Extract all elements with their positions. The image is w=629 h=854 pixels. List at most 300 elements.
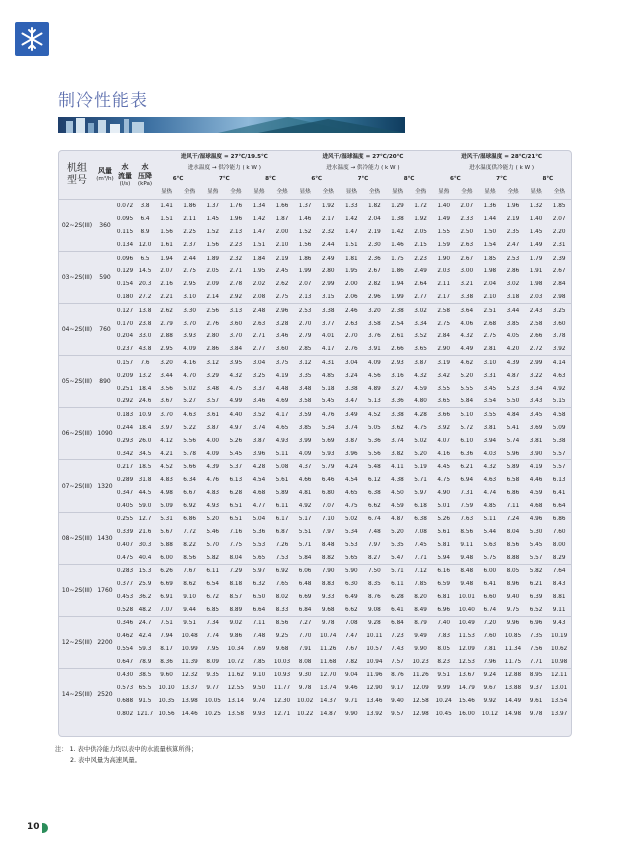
table-cell: 6.00 (160, 554, 173, 561)
table-cell: 9.93 (252, 710, 266, 717)
table-cell: 3.95 (229, 359, 243, 366)
table-cell: 8.18 (229, 580, 243, 587)
table-cell: 8.56 (460, 528, 474, 535)
header-temp: 7℃ (218, 176, 230, 182)
table-cell: 2.71 (252, 333, 266, 340)
table-cell: 11.26 (412, 672, 429, 679)
table-cell: 2.46 (344, 307, 358, 314)
table-cell: 5.02 (414, 437, 427, 444)
table-cell: 3.55 (437, 385, 450, 392)
table-cell: 4.39 (506, 359, 520, 366)
snowflake-icon (19, 26, 45, 52)
table-cell: 1.96 (506, 203, 520, 210)
table-cell: 3.43 (529, 398, 543, 405)
table-cell: 2.32 (321, 229, 335, 236)
table-cell: 3.81 (483, 424, 497, 431)
table-cell: 6.41 (552, 489, 566, 496)
table-cell: 0.183 (116, 411, 134, 418)
table-cell: 20.3 (138, 281, 152, 288)
table-cell: 2.81 (483, 346, 497, 353)
table-cell: 3.34 (529, 385, 543, 392)
table-cell: 9.30 (298, 672, 312, 679)
table-cell: 0.453 (116, 593, 134, 600)
table-cell: 7.71 (414, 554, 427, 561)
table-cell: 12.90 (366, 685, 383, 692)
table-cell: 6.91 (160, 593, 173, 600)
table-cell: 4.09 (298, 450, 312, 457)
table-cell: 2.84 (437, 333, 450, 340)
table-cell: 91.5 (138, 698, 152, 705)
table-cell: 9.96 (506, 620, 520, 627)
table-cell: 13.67 (458, 672, 475, 679)
table-cell: 7.94 (160, 633, 173, 640)
table-cell: 10.56 (158, 710, 175, 717)
table-cell: 5.36 (368, 437, 381, 444)
table-cell: 4.75 (414, 424, 427, 431)
table-cell: 1.91 (529, 268, 543, 275)
model-group (59, 616, 571, 668)
header-sub-1: 进水温度 → 供冷能力 ( k W ) (187, 165, 261, 171)
table-cell: 4.68 (252, 489, 266, 496)
table-cell: 2.23 (229, 242, 243, 249)
table-cell: 2.48 (252, 307, 266, 314)
table-cell: 5.15 (552, 398, 566, 405)
table-row (115, 356, 571, 369)
table-cell: 9.40 (506, 593, 520, 600)
table-cell: 8.22 (183, 541, 196, 548)
table-cell: 3.78 (552, 333, 566, 340)
table-cell: 6.17 (275, 516, 289, 522)
table-cell: 26.0 (138, 437, 152, 444)
table-cell: 8.9 (140, 229, 150, 236)
table-cell: 13.8 (138, 307, 152, 314)
table-cell: 2.53 (506, 255, 520, 262)
airflow-value: 590 (99, 274, 111, 282)
table-row (115, 565, 571, 578)
table-cell: 4.39 (206, 463, 220, 470)
table-cell: 3.85 (298, 424, 312, 431)
header-banner-image (58, 117, 405, 133)
table-cell: 3.8 (140, 203, 150, 210)
table-cell: 4.11 (391, 463, 404, 470)
table-cell: 6.60 (483, 593, 497, 600)
table-cell: 4.21 (160, 450, 173, 457)
header-pressure-drop: 水 压降 (kPa) (137, 162, 153, 187)
table-row (115, 460, 571, 473)
table-cell: 9.51 (437, 672, 450, 679)
table-cell: 5.35 (391, 541, 404, 548)
table-cell: 16.00 (458, 710, 475, 717)
table-cell: 7.11 (252, 620, 266, 627)
table-cell: 2.63 (344, 320, 358, 327)
table-cell: 1.95 (344, 268, 358, 275)
table-row (115, 447, 571, 460)
table-cell: 3.69 (529, 424, 543, 431)
table-cell: 3.44 (160, 372, 173, 379)
table-cell: 2.45 (275, 268, 289, 275)
table-cell: 1.45 (529, 229, 543, 236)
table-cell: 2.10 (483, 294, 497, 301)
table-cell: 1.96 (229, 216, 243, 223)
table-cell: 2.25 (183, 229, 196, 236)
table-cell: 2.99 (529, 359, 543, 366)
table-cell: 3.96 (252, 450, 266, 457)
table-row (115, 343, 571, 356)
header-sensible: 显热 (345, 188, 357, 195)
table-cell: 3.64 (460, 307, 474, 314)
table-cell: 2.05 (206, 268, 220, 275)
header-water-flow: 水 流量 (l/s) (118, 162, 132, 187)
table-row (115, 291, 571, 304)
table-cell: 0.528 (116, 606, 134, 613)
table-cell: 10.99 (181, 645, 198, 652)
table-cell: 1.81 (344, 255, 358, 262)
table-cell: 1.95 (252, 268, 266, 275)
table-cell: 5.53 (344, 541, 358, 548)
table-cell: 5.48 (368, 463, 381, 470)
table-cell: 9.10 (252, 672, 266, 679)
table-cell: 2.58 (529, 320, 543, 327)
table-cell: 5.69 (321, 437, 335, 444)
table-cell: 0.217 (116, 463, 134, 470)
table-row (115, 434, 571, 447)
table-cell: 9.49 (414, 633, 427, 640)
table-cell: 1.47 (344, 229, 358, 236)
table-row (115, 369, 571, 382)
table-cell: 11.34 (504, 645, 522, 652)
table-cell: 4.09 (206, 450, 220, 457)
table-cell: 13.2 (138, 372, 152, 379)
table-cell: 6.11 (206, 568, 220, 575)
table-cell: 5.53 (252, 541, 266, 548)
table-cell: 10.49 (458, 620, 475, 627)
table-cell: 3.87 (252, 437, 266, 444)
table-cell: 6.32 (252, 580, 266, 587)
table-cell: 48.2 (138, 606, 152, 613)
table-cell: 8.79 (414, 620, 427, 627)
table-cell: 7.69 (252, 645, 266, 652)
table-cell: 36.2 (138, 593, 152, 600)
table-cell: 1.85 (483, 255, 497, 262)
table-cell: 2.63 (252, 320, 266, 327)
table-cell: 6.26 (160, 568, 173, 575)
table-cell: 0.347 (116, 489, 134, 496)
table-cell: 7.34 (206, 620, 220, 627)
page-number: 10 (27, 822, 40, 832)
table-cell: 4.65 (275, 424, 289, 431)
table-cell: 0.180 (116, 294, 134, 301)
table-cell: 12.70 (320, 672, 337, 679)
table-cell: 2.75 (275, 294, 289, 301)
table-cell: 5.88 (160, 541, 173, 548)
table-cell: 13.01 (550, 685, 568, 692)
table-cell: 2.02 (252, 281, 266, 288)
table-cell: 2.95 (183, 281, 196, 288)
header-temp: 6℃ (172, 176, 184, 182)
table-cell: 1.86 (298, 255, 312, 262)
table-cell: 1.89 (206, 255, 220, 262)
table-cell: 7.56 (529, 645, 543, 652)
table-cell: 4.52 (160, 463, 173, 470)
table-cell: 2.07 (460, 203, 474, 210)
header-airflow: 风量 (m³/h) (96, 167, 114, 182)
table-cell: 9.43 (552, 620, 566, 627)
table-cell: 2.86 (206, 346, 220, 353)
table-cell: 5.47 (391, 554, 404, 561)
table-cell: 13.92 (366, 710, 383, 717)
table-cell: 5.82 (529, 568, 543, 575)
model-group (59, 303, 571, 355)
table-cell: 1.49 (437, 216, 450, 223)
airflow-value: 2520 (97, 690, 113, 698)
table-cell: 1.37 (298, 203, 312, 210)
header-temp: 7℃ (357, 176, 369, 182)
table-cell: 3.18 (506, 294, 520, 301)
table-cell: 2.14 (206, 294, 220, 301)
table-cell: 1.54 (483, 242, 497, 249)
table-cell: 121.7 (136, 710, 154, 717)
table-cell: 10.48 (181, 633, 198, 640)
table-cell: 6.34 (183, 476, 196, 483)
table-cell: 2.67 (460, 255, 474, 262)
table-cell: 7.90 (321, 568, 335, 575)
table-cell: 6.46 (321, 476, 335, 483)
table-cell: 4.49 (460, 346, 474, 353)
table-cell: 2.16 (160, 281, 173, 288)
table-cell: 4.54 (344, 476, 358, 483)
table-row (115, 695, 571, 708)
table-cell: 2.07 (552, 216, 566, 223)
table-cell: 21.6 (138, 528, 152, 535)
table-cell: 10.03 (273, 658, 291, 665)
table-cell: 5.10 (460, 411, 474, 418)
table-cell: 1.33 (344, 203, 358, 210)
table-cell: 9.33 (321, 593, 335, 600)
table-cell: 2.39 (552, 255, 566, 262)
table-cell: 7.59 (460, 502, 474, 509)
table-cell: 5.55 (460, 385, 474, 392)
table-cell: 4.45 (437, 463, 450, 470)
table-cell: 1.84 (252, 255, 266, 262)
table-cell: 5.84 (298, 554, 312, 561)
table-cell: 1.72 (414, 203, 427, 210)
table-cell: 12.30 (273, 698, 291, 705)
table-cell: 7.50 (368, 568, 381, 575)
table-cell: 8.49 (414, 606, 427, 613)
table-cell: 8.05 (506, 568, 520, 575)
table-cell: 43.8 (138, 346, 152, 353)
table-cell: 10.93 (273, 672, 291, 679)
table-cell: 15.3 (138, 568, 152, 575)
table-cell: 10.19 (550, 633, 568, 640)
header-temp: 6℃ (449, 176, 461, 182)
table-cell: 3.04 (344, 359, 358, 366)
table-cell: 9.17 (391, 685, 404, 692)
model-name: 02~2S(III) (61, 222, 93, 230)
table-cell: 5.56 (183, 437, 196, 444)
table-cell: 3.02 (506, 281, 520, 288)
table-cell: 1.42 (391, 229, 404, 236)
table-cell: 8.09 (206, 658, 220, 665)
table-cell: 3.96 (344, 450, 358, 457)
table-cell: 4.19 (529, 463, 543, 470)
model-group (59, 199, 571, 251)
table-cell: 1.34 (252, 203, 266, 210)
table-row (115, 513, 571, 526)
table-cell: 5.18 (321, 385, 335, 392)
table-cell: 4.80 (414, 398, 427, 405)
table-cell: 1.47 (252, 229, 266, 236)
table-cell: 6.28 (391, 593, 404, 600)
table-cell: 2.58 (437, 307, 450, 314)
header-sub-3: 进水温度供冷能力 ( k W ) (469, 165, 535, 171)
table-cell: 4.84 (506, 411, 520, 418)
table-cell: 3.46 (275, 333, 289, 340)
airflow-value: 760 (99, 326, 111, 334)
table-cell: 3.84 (229, 346, 243, 353)
table-cell: 3.76 (368, 333, 381, 340)
table-cell: 11.96 (366, 672, 383, 679)
table-cell: 2.30 (368, 242, 381, 249)
table-cell: 40.4 (138, 554, 152, 561)
table-cell: 4.01 (321, 333, 335, 340)
table-cell: 5.57 (529, 554, 543, 561)
table-cell: 5.34 (321, 424, 335, 431)
table-cell: 3.87 (206, 424, 220, 431)
table-cell: 2.53 (298, 307, 312, 314)
table-cell: 7.11 (506, 502, 520, 509)
model-name: 12~2S(III) (61, 638, 93, 646)
table-cell: 2.54 (391, 320, 404, 327)
header-sensible: 显热 (207, 188, 219, 195)
table-cell: 12.88 (504, 672, 522, 679)
table-cell: 3.77 (321, 320, 335, 327)
table-cell: 3.10 (183, 294, 196, 301)
table-cell: 7.40 (437, 620, 450, 627)
table-cell: 15.46 (458, 698, 475, 705)
table-cell: 1.79 (529, 255, 543, 262)
table-cell: 6.69 (160, 580, 173, 587)
table-cell: 8.88 (506, 554, 520, 561)
table-cell: 5.97 (252, 568, 266, 575)
table-cell: 10.62 (550, 645, 568, 652)
table-cell: 2.21 (160, 294, 173, 301)
table-cell: 2.56 (206, 307, 220, 314)
table-cell: 6.36 (460, 450, 474, 457)
table-cell: 1.61 (160, 242, 173, 249)
table-cell: 9.50 (252, 685, 266, 692)
table-cell: 3.15 (321, 294, 335, 301)
table-cell: 10.40 (458, 606, 475, 613)
table-cell: 65.5 (138, 685, 152, 692)
table-cell: 4.05 (506, 333, 520, 340)
table-cell: 4.76 (206, 476, 220, 483)
table-cell: 7.70 (298, 633, 312, 640)
table-cell: 2.13 (298, 294, 312, 301)
table-cell: 7.91 (298, 645, 312, 652)
table-cell: 7.63 (460, 516, 474, 522)
table-cell: 4.93 (206, 502, 220, 509)
table-cell: 3.97 (160, 424, 173, 431)
table-cell: 18.4 (138, 424, 152, 431)
table-cell: 4.59 (414, 385, 427, 392)
table-cell: 6.51 (229, 502, 243, 509)
table-cell: 5.61 (275, 476, 289, 483)
table-cell: 6.21 (460, 463, 474, 470)
table-cell: 10.23 (412, 658, 429, 665)
table-cell: 2.44 (183, 255, 196, 262)
table-cell: 42.4 (138, 633, 152, 640)
table-cell: 3.61 (206, 411, 220, 418)
table-cell: 12.09 (458, 645, 475, 652)
note-1: 注： 1. 表中供冷能力均以表中的水流量核算所得； (55, 746, 198, 753)
table-cell: 0.127 (116, 307, 134, 314)
table-cell: 6.48 (298, 580, 312, 587)
table-row (115, 330, 571, 343)
table-cell: 1.92 (321, 203, 335, 210)
table-cell: 0.430 (116, 672, 134, 679)
table-cell: 8.76 (368, 593, 381, 600)
table-cell: 9.11 (460, 541, 474, 548)
table-cell: 6.64 (552, 502, 566, 509)
table-cell: 0.377 (116, 580, 134, 587)
table-cell: 2.72 (529, 346, 543, 353)
table-cell: 10.24 (435, 698, 452, 705)
table-cell: 4.63 (552, 372, 566, 379)
table-cell: 6.4 (140, 216, 150, 223)
table-cell: 7.85 (252, 658, 266, 665)
header-total: 全热 (322, 188, 334, 195)
header-total: 全热 (507, 188, 519, 195)
table-cell: 1.56 (206, 242, 220, 249)
table-cell: 3.00 (460, 268, 474, 275)
table-cell: 5.45 (321, 398, 335, 405)
table-cell: 2.17 (437, 294, 450, 301)
table-cell: 3.19 (437, 359, 450, 366)
table-cell: 4.63 (183, 411, 196, 418)
table-cell: 13.54 (550, 698, 568, 705)
table-cell: 7.64 (552, 568, 566, 575)
table-row (115, 213, 571, 226)
table-cell: 3.45 (529, 411, 543, 418)
table-cell: 6.92 (275, 568, 289, 575)
table-cell: 2.19 (506, 216, 520, 223)
table-cell: 6.86 (552, 516, 566, 522)
table-cell: 7.95 (206, 645, 220, 652)
table-cell: 0.647 (116, 658, 134, 665)
table-cell: 2.77 (252, 346, 266, 353)
table-cell: 3.60 (552, 320, 566, 327)
table-cell: 4.28 (252, 463, 266, 470)
table-cell: 6.5 (140, 255, 150, 262)
table-cell: 3.66 (437, 411, 450, 418)
table-cell: 2.05 (414, 229, 427, 236)
table-cell: 9.90 (414, 645, 427, 652)
table-body (59, 199, 571, 720)
table-cell: 2.92 (229, 294, 243, 301)
table-cell: 3.59 (298, 411, 312, 418)
table-cell: 6.30 (344, 580, 358, 587)
table-cell: 6.81 (437, 593, 450, 600)
table-cell: 12.71 (273, 710, 291, 717)
table-cell: 11.62 (227, 672, 244, 679)
table-cell: 5.26 (229, 437, 243, 444)
table-cell: 0.342 (116, 450, 134, 457)
table-cell: 5.31 (160, 516, 173, 522)
table-row (115, 499, 571, 512)
table-cell: 2.86 (506, 268, 520, 275)
model-name: 05~2S(III) (61, 378, 93, 386)
